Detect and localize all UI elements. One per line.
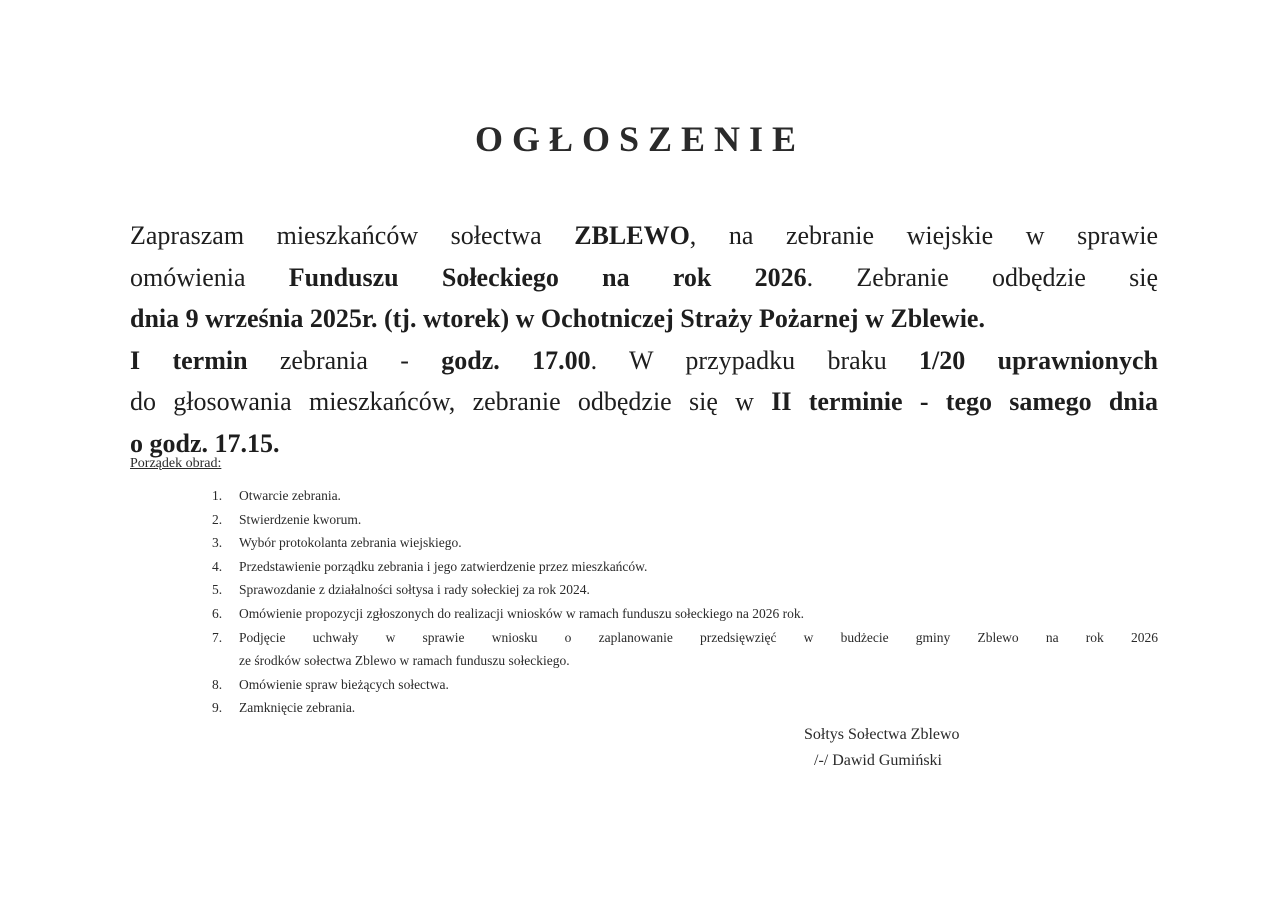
quorum-fraction: 1/20 uprawnionych: [919, 345, 1158, 375]
intro-line-1: Zapraszam mieszkańców sołectwa ZBLEWO, na zebranie wiejskie w sprawie: [130, 221, 1158, 250]
agenda-item-text: Zamknięcie zebrania.: [239, 700, 356, 716]
agenda-item: [205, 484, 1158, 508]
agenda-item-number: 3.: [212, 535, 223, 551]
agenda-title: Porządek obrad:: [130, 456, 222, 471]
agenda-item: [205, 696, 1158, 720]
signature-name: /-/ Dawid Gumiński: [814, 752, 942, 769]
intro-paragraph: [130, 215, 1158, 464]
intro-line-5: do głosowania mieszkańców, zebranie odbędzie się w II terminie - tego samego dnia: [130, 387, 1158, 416]
agenda-item-number: 6.: [212, 605, 223, 621]
agenda-list: [205, 484, 1158, 720]
signature-block: [804, 722, 960, 774]
agenda-item-number: 5.: [212, 582, 223, 598]
agenda-item: [205, 555, 1158, 579]
agenda-item-number: 9.: [212, 700, 223, 716]
intro-line-4: I termin zebrania - godz. 17.00. W przypadku braku 1/20 uprawnionych: [130, 345, 1158, 375]
agenda-item-number: 1.: [212, 488, 223, 503]
village-name: ZBLEWO: [574, 221, 690, 250]
agenda-item-number: 4.: [212, 558, 223, 574]
agenda-item-text: Omówienie propozycji zgłoszonych do realizacji wniosków w ramach funduszu sołeckiego na 2026 rok.: [239, 605, 804, 621]
agenda-item-text-continued: ze środków sołectwa Zblewo w ramach funduszu sołeckiego.: [239, 653, 570, 669]
first-term-time: godz. 17.00: [441, 345, 591, 375]
second-term-time: o godz. 17.15.: [130, 428, 280, 458]
agenda-item-number: 8.: [212, 676, 223, 692]
agenda-item-text: Omówienie spraw bieżących sołectwa.: [239, 676, 449, 692]
agenda-item-text: Podjęcie uchwały w sprawie wniosku o zaplanowanie przedsięwzięć w budżecie gminy Zblewo na rok 2026: [239, 629, 1158, 645]
second-term-label: II terminie - tego samego dnia: [771, 387, 1158, 416]
agenda-item-text: Wybór protokolanta zebrania wiejskiego.: [239, 535, 462, 551]
signature-title: Sołtys Sołectwa Zblewo: [804, 726, 960, 743]
agenda-item-text: Przedstawienie porządku zebrania i jego zatwierdzenie przez mieszkańców.: [239, 558, 648, 574]
agenda-item: [205, 673, 1158, 697]
agenda-item-text: Otwarcie zebrania.: [239, 488, 341, 503]
agenda-item: [205, 602, 1158, 626]
meeting-date-place: dnia 9 września 2025r. (tj. wtorek) w Ochotniczej Straży Pożarnej w Zblewie.: [130, 304, 985, 333]
agenda-item: [205, 626, 1158, 673]
agenda-item-number: 2.: [212, 511, 223, 527]
intro-line-3: [130, 298, 1158, 340]
agenda-item: [205, 531, 1158, 555]
first-term-label: I termin: [130, 345, 248, 375]
intro-line-2: omówienia Funduszu Sołeckiego na rok 2026. Zebranie odbędzie się: [130, 262, 1158, 292]
fund-name: Funduszu Sołeckiego na rok 2026: [288, 262, 807, 292]
agenda-item-text: Stwierdzenie kworum.: [239, 511, 362, 527]
intro-line-6: [130, 423, 1158, 465]
agenda-item-number: 7.: [212, 629, 223, 645]
agenda-item: [205, 508, 1158, 532]
agenda-item-text: Sprawozdanie z działalności sołtysa i rady sołeckiej za rok 2024.: [239, 582, 590, 598]
agenda-item: [205, 578, 1158, 602]
announcement-title: OGŁOSZENIE: [474, 119, 806, 159]
